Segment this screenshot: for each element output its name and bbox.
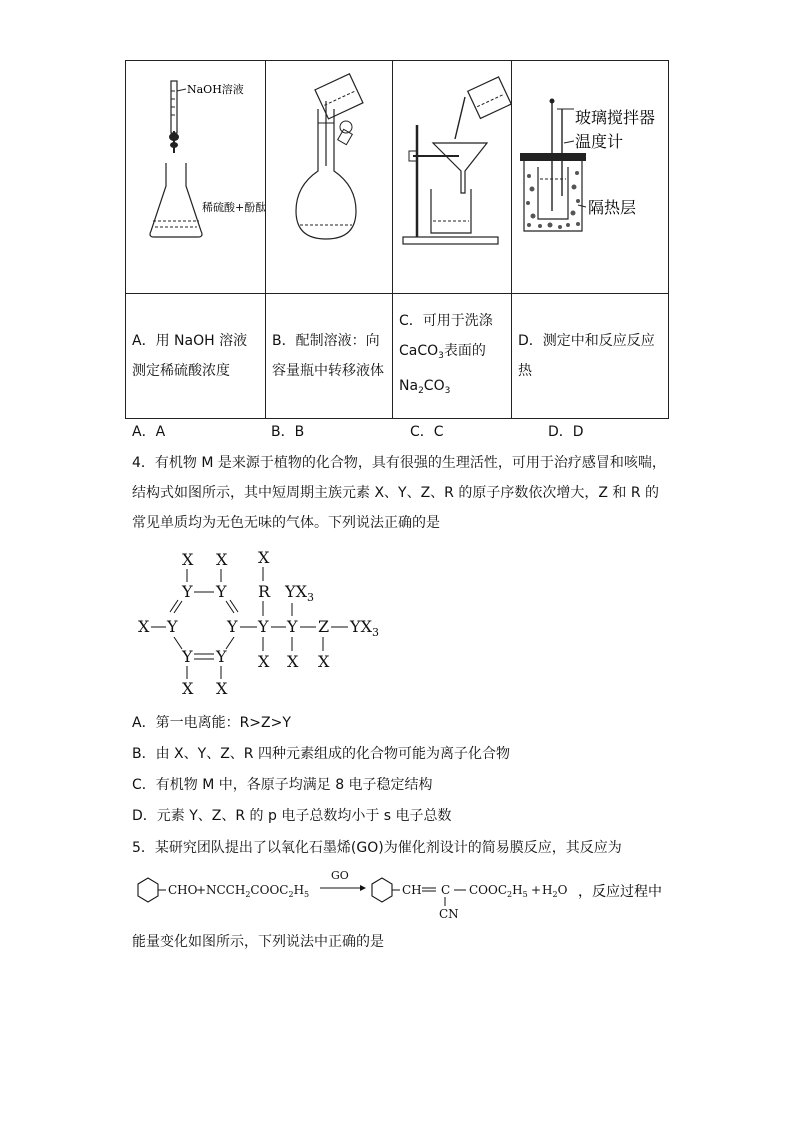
svg-text:Y: Y xyxy=(182,582,193,601)
calorimeter-figure xyxy=(512,61,668,289)
q4-option-a[interactable]: A．第一电离能：R>Z>Y xyxy=(132,715,291,731)
svg-text:NCCH2COOC2H5: $NCCH_2COOC_2H_5$ xyxy=(206,883,310,899)
caption-d: D．测定中和反应反应热 xyxy=(518,333,655,379)
benzene-ring-icon xyxy=(372,878,392,902)
svg-text:Z: Z xyxy=(318,617,330,636)
cell-d-caption xyxy=(512,294,669,419)
svg-text:X: X xyxy=(258,548,270,567)
cell-b-figure xyxy=(266,61,393,294)
svg-text:X: X xyxy=(216,679,228,698)
insulation-label: 隔热层 xyxy=(588,198,637,217)
caption-a: A．用 NaOH 溶液测定稀硫酸浓度 xyxy=(132,333,248,379)
cell-c-caption xyxy=(393,294,512,419)
q5-stem-line1: 5．某研究团队提出了以氧化石墨烯(GO)为催化剂设计的简易膜反应，其反应为 xyxy=(132,840,622,856)
caption-b: B．配制溶液：向容量瓶中转移液体 xyxy=(272,333,384,379)
q3-option-b[interactable]: B．B xyxy=(271,424,305,440)
filtration-figure xyxy=(393,61,511,289)
svg-text:C: C xyxy=(441,883,451,897)
q5-reaction-equation xyxy=(132,864,662,922)
svg-text:Y: Y xyxy=(258,617,269,636)
titration-figure xyxy=(126,61,265,289)
svg-text:Y: Y xyxy=(287,617,298,636)
q4-option-d[interactable]: D．元素 Y、Z、R 的 p 电子总数均小于 s 电子总数 xyxy=(132,808,452,824)
svg-text:X: X xyxy=(216,550,228,569)
svg-text:Y: Y xyxy=(216,582,227,601)
svg-text:GO: GO xyxy=(331,869,349,882)
volumetric-flask-figure xyxy=(266,61,392,289)
svg-text:H2O: $H_2O$ xyxy=(542,883,568,899)
acid-label: 稀硫酸+酚酞 xyxy=(202,201,265,214)
svg-text:Y: Y xyxy=(227,617,238,636)
svg-text:，反应过程中: ，反应过程中 xyxy=(578,884,662,900)
q4-stem-line1: 4．有机物 M 是来源于植物的化合物，具有很强的生理活性，可用于治疗感冒和咳喘， xyxy=(132,455,666,471)
thermometer-label: 温度计 xyxy=(575,132,624,151)
q4-option-c[interactable]: C．有机物 M 中，各原子均满足 8 电子稳定结构 xyxy=(132,777,433,793)
svg-text:YX3: $YX_3$ xyxy=(350,617,379,639)
q4-structure-formula xyxy=(130,545,400,700)
svg-text:X: X xyxy=(318,652,330,671)
svg-text:R: R xyxy=(258,582,271,601)
svg-text:+: + xyxy=(531,883,542,897)
svg-text:Y: Y xyxy=(167,617,178,636)
svg-text:YX3: $YX_3$ xyxy=(285,582,314,604)
cell-a-caption xyxy=(126,294,266,419)
cell-a-figure xyxy=(126,61,266,294)
cell-b-caption xyxy=(266,294,393,419)
q3-option-a[interactable]: A．A xyxy=(132,424,166,440)
cell-c-figure xyxy=(393,61,512,294)
benzene-ring-icon xyxy=(138,878,158,902)
svg-text:Y: Y xyxy=(216,647,227,666)
svg-text:X: X xyxy=(138,617,150,636)
stirrer-label: 玻璃搅拌器 xyxy=(575,108,656,127)
q4-stem-line3: 常见单质均为无色无味的气体。下列说法正确的是 xyxy=(132,515,440,531)
svg-text:COOC2H5: $COOC_2H_5$ xyxy=(469,883,528,899)
caption-c: C．可用于洗涤 CaCO$_3$表面的 $Na_2CO_3$ xyxy=(399,313,493,396)
svg-text:+: + xyxy=(196,883,207,897)
svg-text:CH: CH xyxy=(402,883,422,897)
q4-option-b[interactable]: B．由 X、Y、Z、R 四种元素组成的化合物可能为离子化合物 xyxy=(132,746,510,762)
q4-stem-line2: 结构式如图所示，其中短周期主族元素 X、Y、Z、R 的原子序数依次增大，Z 和 R 的 xyxy=(132,485,660,501)
q5-stem-line2: 能量变化如图所示，下列说法中正确的是 xyxy=(132,934,384,950)
svg-text:X: X xyxy=(258,652,270,671)
naoh-label: NaOH溶液 xyxy=(187,83,244,96)
svg-text:X: X xyxy=(182,679,194,698)
q3-option-c[interactable]: C．C xyxy=(410,424,444,440)
svg-text:X: X xyxy=(287,652,299,671)
svg-text:CN: CN xyxy=(439,907,459,921)
q3-option-d[interactable]: D．D xyxy=(548,424,584,440)
svg-text:X: X xyxy=(182,550,194,569)
svg-text:Y: Y xyxy=(182,647,193,666)
svg-text:CHO: CHO xyxy=(168,883,198,897)
cell-d-figure xyxy=(512,61,669,294)
q3-apparatus-table xyxy=(125,60,669,419)
